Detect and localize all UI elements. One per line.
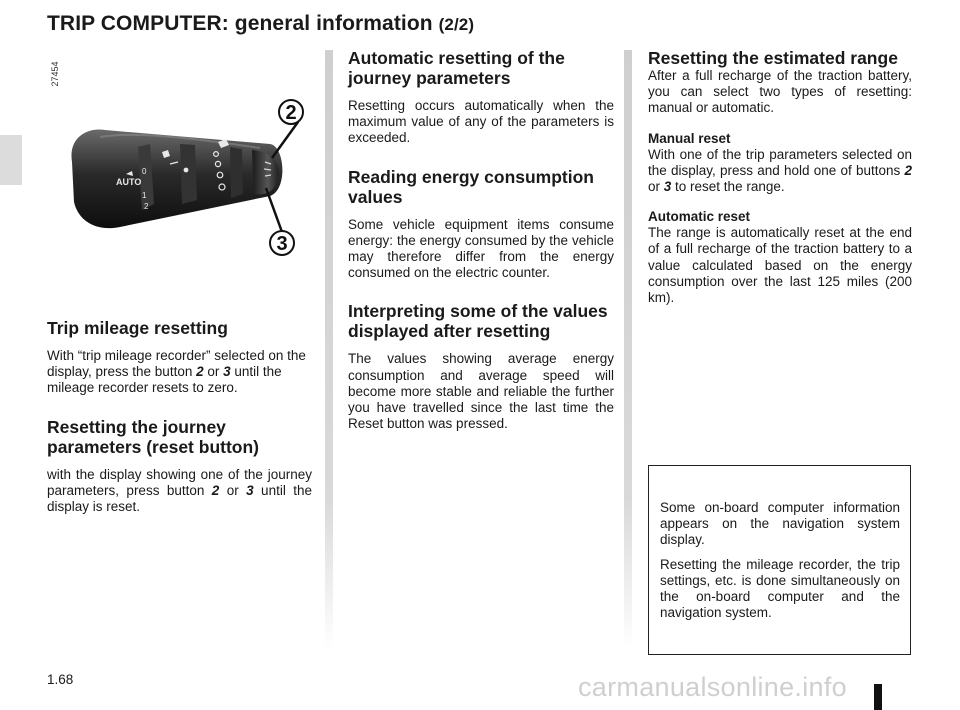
text-fragment: or: [203, 364, 224, 380]
page-corner-mark: [874, 684, 882, 710]
switch-label-auto: AUTO: [116, 177, 142, 187]
automatic-resetting-text: Resetting occurs automatically when the maximum value of any of the parameters is exceeded.: [348, 98, 614, 146]
right-column: [648, 48, 912, 320]
text-fragment: until the mileage recorder resets to zero.: [47, 364, 282, 396]
energy-consumption-heading: Reading energy consumption values: [348, 166, 594, 207]
estimated-range-heading: Resetting the estimated range: [648, 48, 898, 68]
switch-label-2: 2: [144, 202, 149, 211]
manual-reset-title: Manual reset: [648, 130, 731, 146]
journey-parameters-reset-heading: Resetting the journey parameters (reset button): [47, 416, 259, 457]
automatic-reset-text: The range is automatically reset at the end of a full recharge of the traction battery to a value calculated based on the energy consumption over the last 125 miles (200 km).: [648, 225, 912, 306]
wiper-ring-3: [230, 147, 243, 198]
wiper-stalk-illustration: [60, 92, 310, 267]
middle-column: [348, 48, 614, 452]
page-title-suffix: (2/2): [438, 15, 475, 34]
button-ref-3: 3: [246, 482, 254, 498]
note-paragraph-1: Some on-board computer information appears on the navigation system display.: [660, 500, 900, 548]
callout-3: 3: [276, 233, 288, 255]
stalk-body: [71, 129, 282, 228]
watermark: carmanualsonline.info: [578, 672, 847, 702]
callout-leader-2: [272, 122, 298, 158]
text-fragment: With one of the trip parameters selected on the display, press and hold one of buttons: [648, 146, 912, 178]
illustration-reference: [48, 57, 62, 91]
button-ref-3: 3: [223, 364, 231, 380]
text-fragment: to reset the range.: [671, 179, 785, 195]
column-divider-right: [624, 50, 632, 650]
interpreting-values-text: The values showing average energy consumption and average speed will become more stable and reliable the further you have travelled since the last time the Reset button was pressed.: [348, 351, 614, 432]
page-title-main: TRIP COMPUTER: general information: [47, 12, 433, 35]
text-fragment: with the display showing one of the journey parameters, press button: [47, 466, 312, 498]
switch-label-0: 0: [142, 167, 147, 176]
page-number: 1.68: [47, 672, 74, 687]
info-note-box: [648, 465, 911, 655]
left-column: [47, 318, 312, 535]
page-title: [47, 12, 474, 36]
estimated-range-intro: After a full recharge of the traction battery, you can select two types of resetting: manual or automatic.: [648, 68, 912, 116]
mode-dot: [184, 168, 189, 173]
wiper-ring-2: [180, 144, 197, 204]
manual-reset-text: [648, 147, 912, 196]
chapter-side-tab: [0, 135, 22, 185]
button-ref-2: 2: [211, 482, 220, 498]
text-fragment: With “trip mileage recorder” selected on the display, press the button: [47, 348, 306, 380]
text-fragment: or: [219, 482, 247, 498]
trip-mileage-resetting-text: [47, 348, 312, 397]
automatic-reset-title: Automatic reset: [648, 209, 751, 225]
journey-parameters-reset-text: [47, 467, 312, 516]
callout-leader-3: [266, 188, 282, 232]
text-fragment: until the display is reset.: [47, 482, 312, 515]
energy-consumption-text: Some vehicle equipment items consume energy: the energy consumed by the vehicle may therefore differ from the energy consumed on the electric counter.: [348, 216, 614, 281]
trip-mileage-resetting-heading: Trip mileage resetting: [47, 318, 228, 338]
column-divider-left: [325, 50, 333, 650]
button-ref-2: 2: [904, 162, 912, 178]
note-paragraph-2: Resetting the mileage recorder, the trip settings, etc. is done simultaneously on the on-board computer and the navigation system.: [660, 556, 900, 621]
interpreting-values-heading: Interpreting some of the values displayed after resetting: [348, 301, 608, 342]
callout-2: 2: [285, 102, 297, 124]
switch-label-1: 1: [142, 191, 147, 200]
automatic-resetting-heading: Automatic resetting of the journey parameters: [348, 48, 565, 88]
illustration-reference-text: 27454: [50, 61, 60, 87]
button-ref-2: 2: [196, 364, 204, 380]
button-ref-3: 3: [663, 179, 672, 195]
text-fragment: or: [648, 179, 664, 195]
